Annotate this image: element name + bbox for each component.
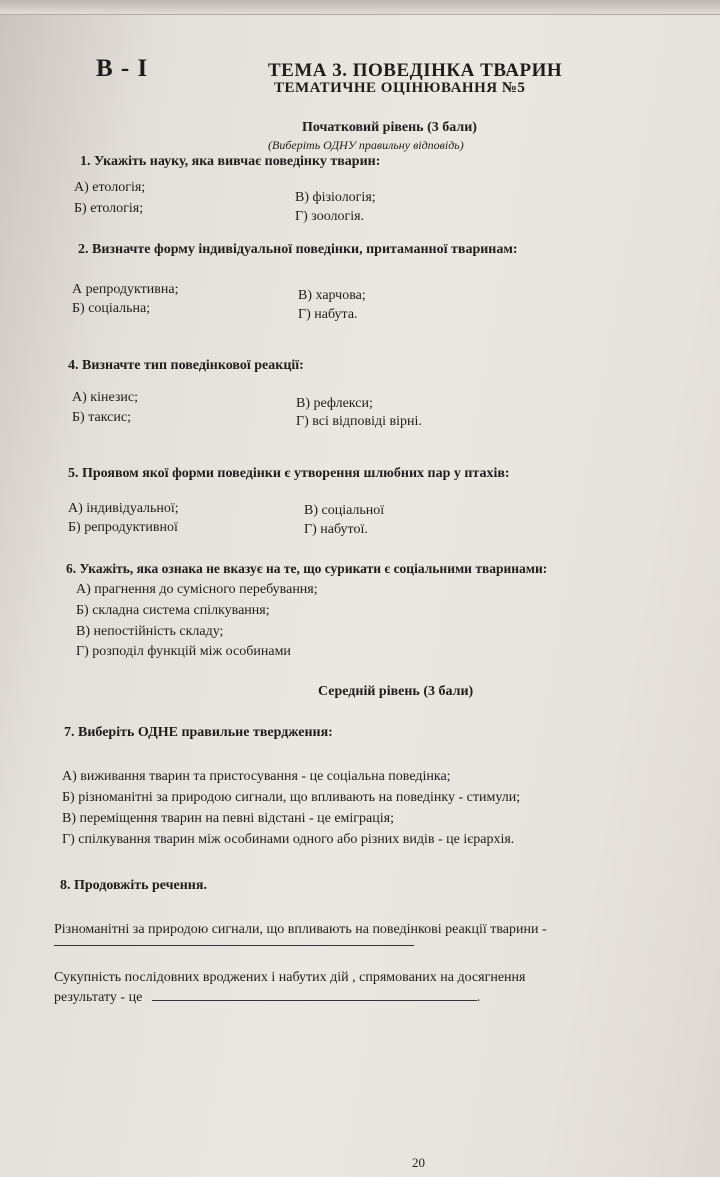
q2-option-v: В) харчова; (298, 288, 366, 303)
q6-option-b: Б) складна система спілкування; (76, 603, 270, 618)
question-4: 4. Визначте тип поведінкової реакції: (68, 358, 304, 373)
q1-option-g: Г) зоологія. (295, 209, 365, 224)
q8-period: . (476, 990, 481, 1005)
q4-option-g: Г) всі відповіді вірні. (296, 414, 422, 429)
q4-option-v: В) рефлекси; (296, 396, 373, 411)
q5-option-a: А) індивідуальної; (68, 501, 179, 516)
q7-option-a: А) виживання тварин та пристосування - це соціальна поведінка; (62, 769, 451, 784)
q8-answer-line-2[interactable] (152, 1000, 477, 1001)
q8-sentence-2: Сукупність послідовних вроджених і набутих дій , спрямованих на досягнення (54, 970, 526, 985)
q5-option-v: В) соціальної (304, 503, 385, 518)
paper-top-edge (0, 0, 720, 15)
question-6: 6. Укажіть, яка ознака не вказує на те, що сурикати є соціальними тваринами: (66, 561, 548, 576)
question-1: 1. Укажіть науку, яка вивчає поведінку тварин: (80, 154, 381, 169)
q7-option-b: Б) різноманітні за природою сигнали, що впливають на поведінку - стимули; (62, 790, 521, 805)
q8-sentence-2-end (54, 990, 480, 1006)
q2-option-g: Г) набута. (298, 307, 358, 322)
q6-option-g: Г) розподіл функцій між особинами (76, 644, 291, 659)
q1-option-b: Б) етологія; (74, 201, 144, 216)
question-2: 2. Визначте форму індивідуальної поведінки, притаманної тваринам: (78, 242, 518, 257)
q7-option-v: В) переміщення тварин на певні відстані - це еміграція; (62, 811, 394, 826)
level-medium-heading: Середній рівень (3 бали) (318, 684, 474, 699)
q1-option-a: А) етологія; (74, 180, 146, 195)
q1-option-v: В) фізіологія; (295, 190, 376, 205)
q4-option-a: А) кінезис; (72, 390, 138, 405)
q6-option-v: В) непостійність складу; (76, 624, 224, 639)
topic-title: ТЕМА 3. ПОВЕДІНКА ТВАРИН (268, 60, 563, 81)
q2-option-b: Б) соціальна; (72, 301, 151, 316)
q4-option-b: Б) таксис; (72, 410, 131, 425)
instruction-note: (Виберіть ОДНУ правильну відповідь) (268, 138, 464, 152)
assessment-title: ТЕМАТИЧНЕ ОЦІНЮВАННЯ №5 (274, 80, 526, 96)
q5-option-b: Б) репродуктивної (68, 520, 178, 535)
q8-sentence-2-tail: результату - це (54, 990, 143, 1005)
q2-option-a: А репродуктивна; (72, 282, 179, 297)
q6-option-a: А) прагнення до сумісного перебування; (76, 582, 318, 597)
q7-option-g: Г) спілкування тварин між особинами одного або різних видів - це ієрархія. (62, 832, 515, 847)
page-number: 20 (412, 1155, 425, 1170)
question-5: 5. Проявом якої форми поведінки є утворення шлюбних пар у птахів: (68, 466, 510, 481)
variant-label: В - І (96, 55, 149, 82)
question-8: 8. Продовжіть речення. (60, 878, 207, 893)
q8-answer-line-1[interactable] (54, 945, 414, 946)
q5-option-g: Г) набутої. (304, 522, 368, 537)
level-initial-heading: Початковий рівень (3 бали) (302, 120, 477, 135)
question-7: 7. Виберіть ОДНЕ правильне твердження: (64, 725, 333, 740)
q8-sentence-1: Різноманітні за природою сигнали, що впливають на поведінкові реакції тварини - (54, 922, 547, 937)
